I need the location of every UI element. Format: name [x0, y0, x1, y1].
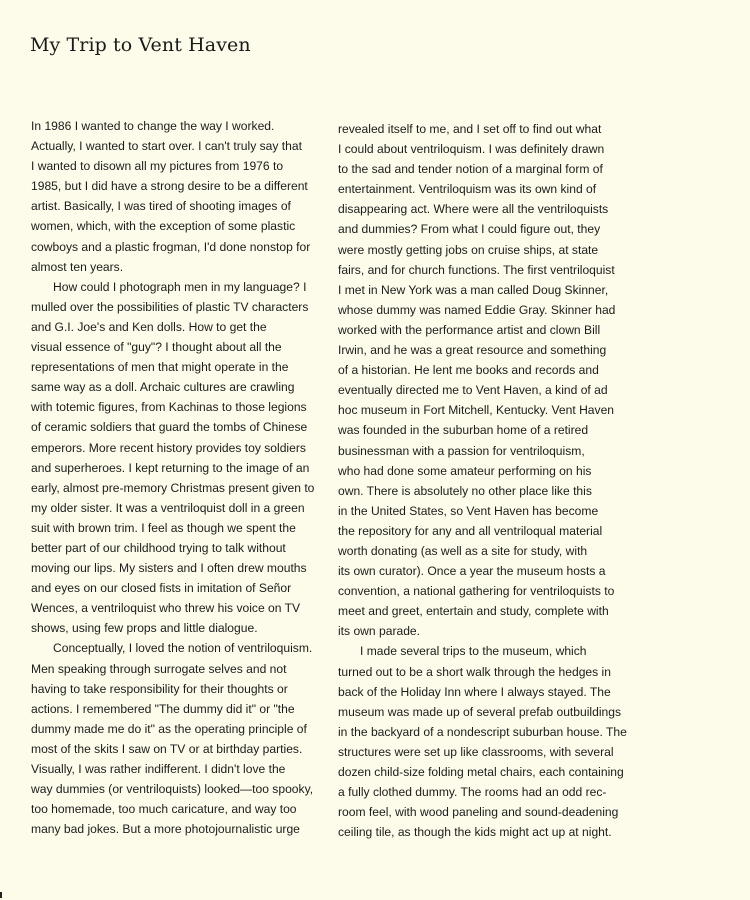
text-column-right — [338, 119, 634, 842]
text-line: with totemic figures, from Kachinas to those legions — [31, 400, 307, 415]
text-line: eventually directed me to Vent Haven, a kind of ad — [338, 383, 608, 398]
text-line: mulled over the possibilities of plastic TV characters — [31, 299, 309, 314]
text-line: Men speaking through surrogate selves and not — [31, 661, 287, 676]
text-line: worked with the performance artist and clown Bill — [338, 322, 601, 337]
text-line: Irwin, and he was a great resource and something — [338, 343, 607, 358]
text-line: structures were set up like classrooms, with several — [338, 744, 614, 759]
text-line: businessman with a passion for ventriloquism, — [338, 443, 585, 458]
text-line: its own parade. — [338, 624, 421, 639]
text-line: cowboys and a plastic frogman, I'd done nonstop for — [31, 239, 311, 254]
text-line: revealed itself to me, and I set off to find out what — [338, 122, 602, 136]
text-line: meet and greet, entertain and study, complete with — [338, 604, 609, 619]
text-line: I wanted to disown all my pictures from 1976 to — [31, 159, 284, 174]
text-line: convention, a national gathering for ventriloquists to — [338, 584, 615, 599]
text-line: dozen child-size folding metal chairs, each containing — [338, 765, 624, 779]
text-line: visual essence of "guy"? I thought about all the — [31, 340, 282, 355]
text-line: room feel, with wood paneling and sound-deadening — [338, 805, 619, 820]
text-line: shows, using few props and little dialogue. — [31, 621, 258, 636]
text-line: actions. I remembered "The dummy did it" or "the — [31, 701, 295, 716]
text-line: and G.I. Joe's and Ken dolls. How to get the — [31, 319, 267, 334]
text-line: Conceptually, I loved the notion of ventriloquism. — [53, 641, 313, 656]
text-line: to the sad and tender notion of a marginal form of — [338, 162, 603, 177]
text-line: moving our lips. My sisters and I often drew mouths — [31, 561, 307, 576]
text-line: entertainment. Ventriloquism was its own kind of — [338, 182, 597, 197]
text-line: turned out to be a short walk through the hedges in — [338, 664, 611, 679]
text-line: I met in New York was a man called Doug Skinner, — [338, 282, 609, 297]
text-line: museum was made up of several prefab outbuildings — [338, 704, 622, 719]
text-line: way dummies (or ventriloquists) looked—too spooky, — [31, 782, 314, 797]
text-line: most of the skits I saw on TV or at birthday parties. — [31, 741, 303, 756]
text-line: Visually, I was rather indifferent. I didn't love the — [31, 762, 286, 776]
text-line: better part of our childhood trying to talk without — [31, 540, 286, 555]
text-line: my older sister. It was a ventriloquist doll in a green — [31, 500, 305, 515]
text-line: Wences, a ventriloquist who threw his voice on TV — [31, 601, 301, 616]
text-line: hoc museum in Fort Mitchell, Kentucky. Vent Haven — [338, 403, 615, 418]
text-line: dummy made me do it" as the operating principle of — [31, 721, 307, 736]
text-line: artist. Basically, I was tired of shooting images of — [31, 199, 291, 214]
text-line: whose dummy was named Eddie Gray. Skinner had — [338, 302, 616, 317]
text-line: In 1986 I wanted to change the way I worked. — [31, 119, 275, 133]
text-column-left — [31, 116, 320, 839]
text-line: and superheroes. I kept returning to the image of an — [31, 460, 310, 475]
text-line: its own curator). Once a year the museum hosts a — [338, 564, 606, 579]
text-line: many bad jokes. But a more photojournalistic urge — [31, 822, 300, 837]
text-line: same way as a doll. Archaic cultures are crawling — [31, 380, 295, 395]
text-line: disappearing act. Where were all the ventriloquists — [338, 202, 609, 217]
text-line: almost ten years. — [31, 259, 124, 274]
text-line: women, which, with the exception of some plastic — [31, 219, 296, 234]
text-line: of a historian. He lent me books and records and — [338, 363, 599, 378]
text-line: I could about ventriloquism. I was definitely drawn — [338, 142, 605, 157]
text-line: was founded in the suburban home of a retired — [338, 423, 589, 438]
text-line: worth donating (as well as a site for study, with — [338, 543, 588, 558]
text-line: emperors. More recent history provides toy soldiers — [31, 440, 306, 455]
text-line: who had done some amateur performing on his — [338, 463, 592, 478]
text-line: and dummies? From what I could figure out, they — [338, 222, 601, 237]
text-line: the repository for any and all ventriloqual material — [338, 523, 603, 538]
text-line: How could I photograph men in my language? I — [53, 279, 307, 294]
text-line: suit with brown trim. I feel as though we spent the — [31, 520, 296, 535]
text-line: representations of men that might operate in the — [31, 360, 289, 375]
text-line: own. There is absolutely no other place like this — [338, 483, 592, 498]
text-line: back of the Holiday Inn where I always stayed. The — [338, 684, 611, 699]
text-line: Actually, I wanted to start over. I can't truly say that — [31, 139, 302, 154]
text-line: in the United States, so Vent Haven has become — [338, 503, 599, 518]
text-line: fairs, and for church functions. The first ventriloquist — [338, 262, 615, 277]
page-title: My Trip to Vent Haven — [30, 34, 251, 56]
text-line: I made several trips to the museum, which — [360, 644, 587, 659]
text-line: having to take responsibility for their thoughts or — [31, 681, 288, 696]
text-line: in the backyard of a nondescript suburban house. The — [338, 724, 627, 739]
page-edge-mark — [0, 892, 2, 898]
text-line: of ceramic soldiers that guard the tombs of Chinese — [31, 420, 308, 435]
text-line: a fully clothed dummy. The rooms had an odd rec- — [338, 785, 607, 800]
text-line: were mostly getting jobs on cruise ships, at state — [338, 242, 599, 257]
text-line: and eyes on our closed fists in imitation of Señor — [31, 581, 292, 596]
text-line: too homemade, too much caricature, and way too — [31, 802, 297, 817]
text-line: 1985, but I did have a strong desire to be a different — [31, 179, 308, 194]
text-line: ceiling tile, as though the kids might act up at night. — [338, 825, 612, 840]
text-line: early, almost pre-memory Christmas present given to — [31, 480, 315, 495]
